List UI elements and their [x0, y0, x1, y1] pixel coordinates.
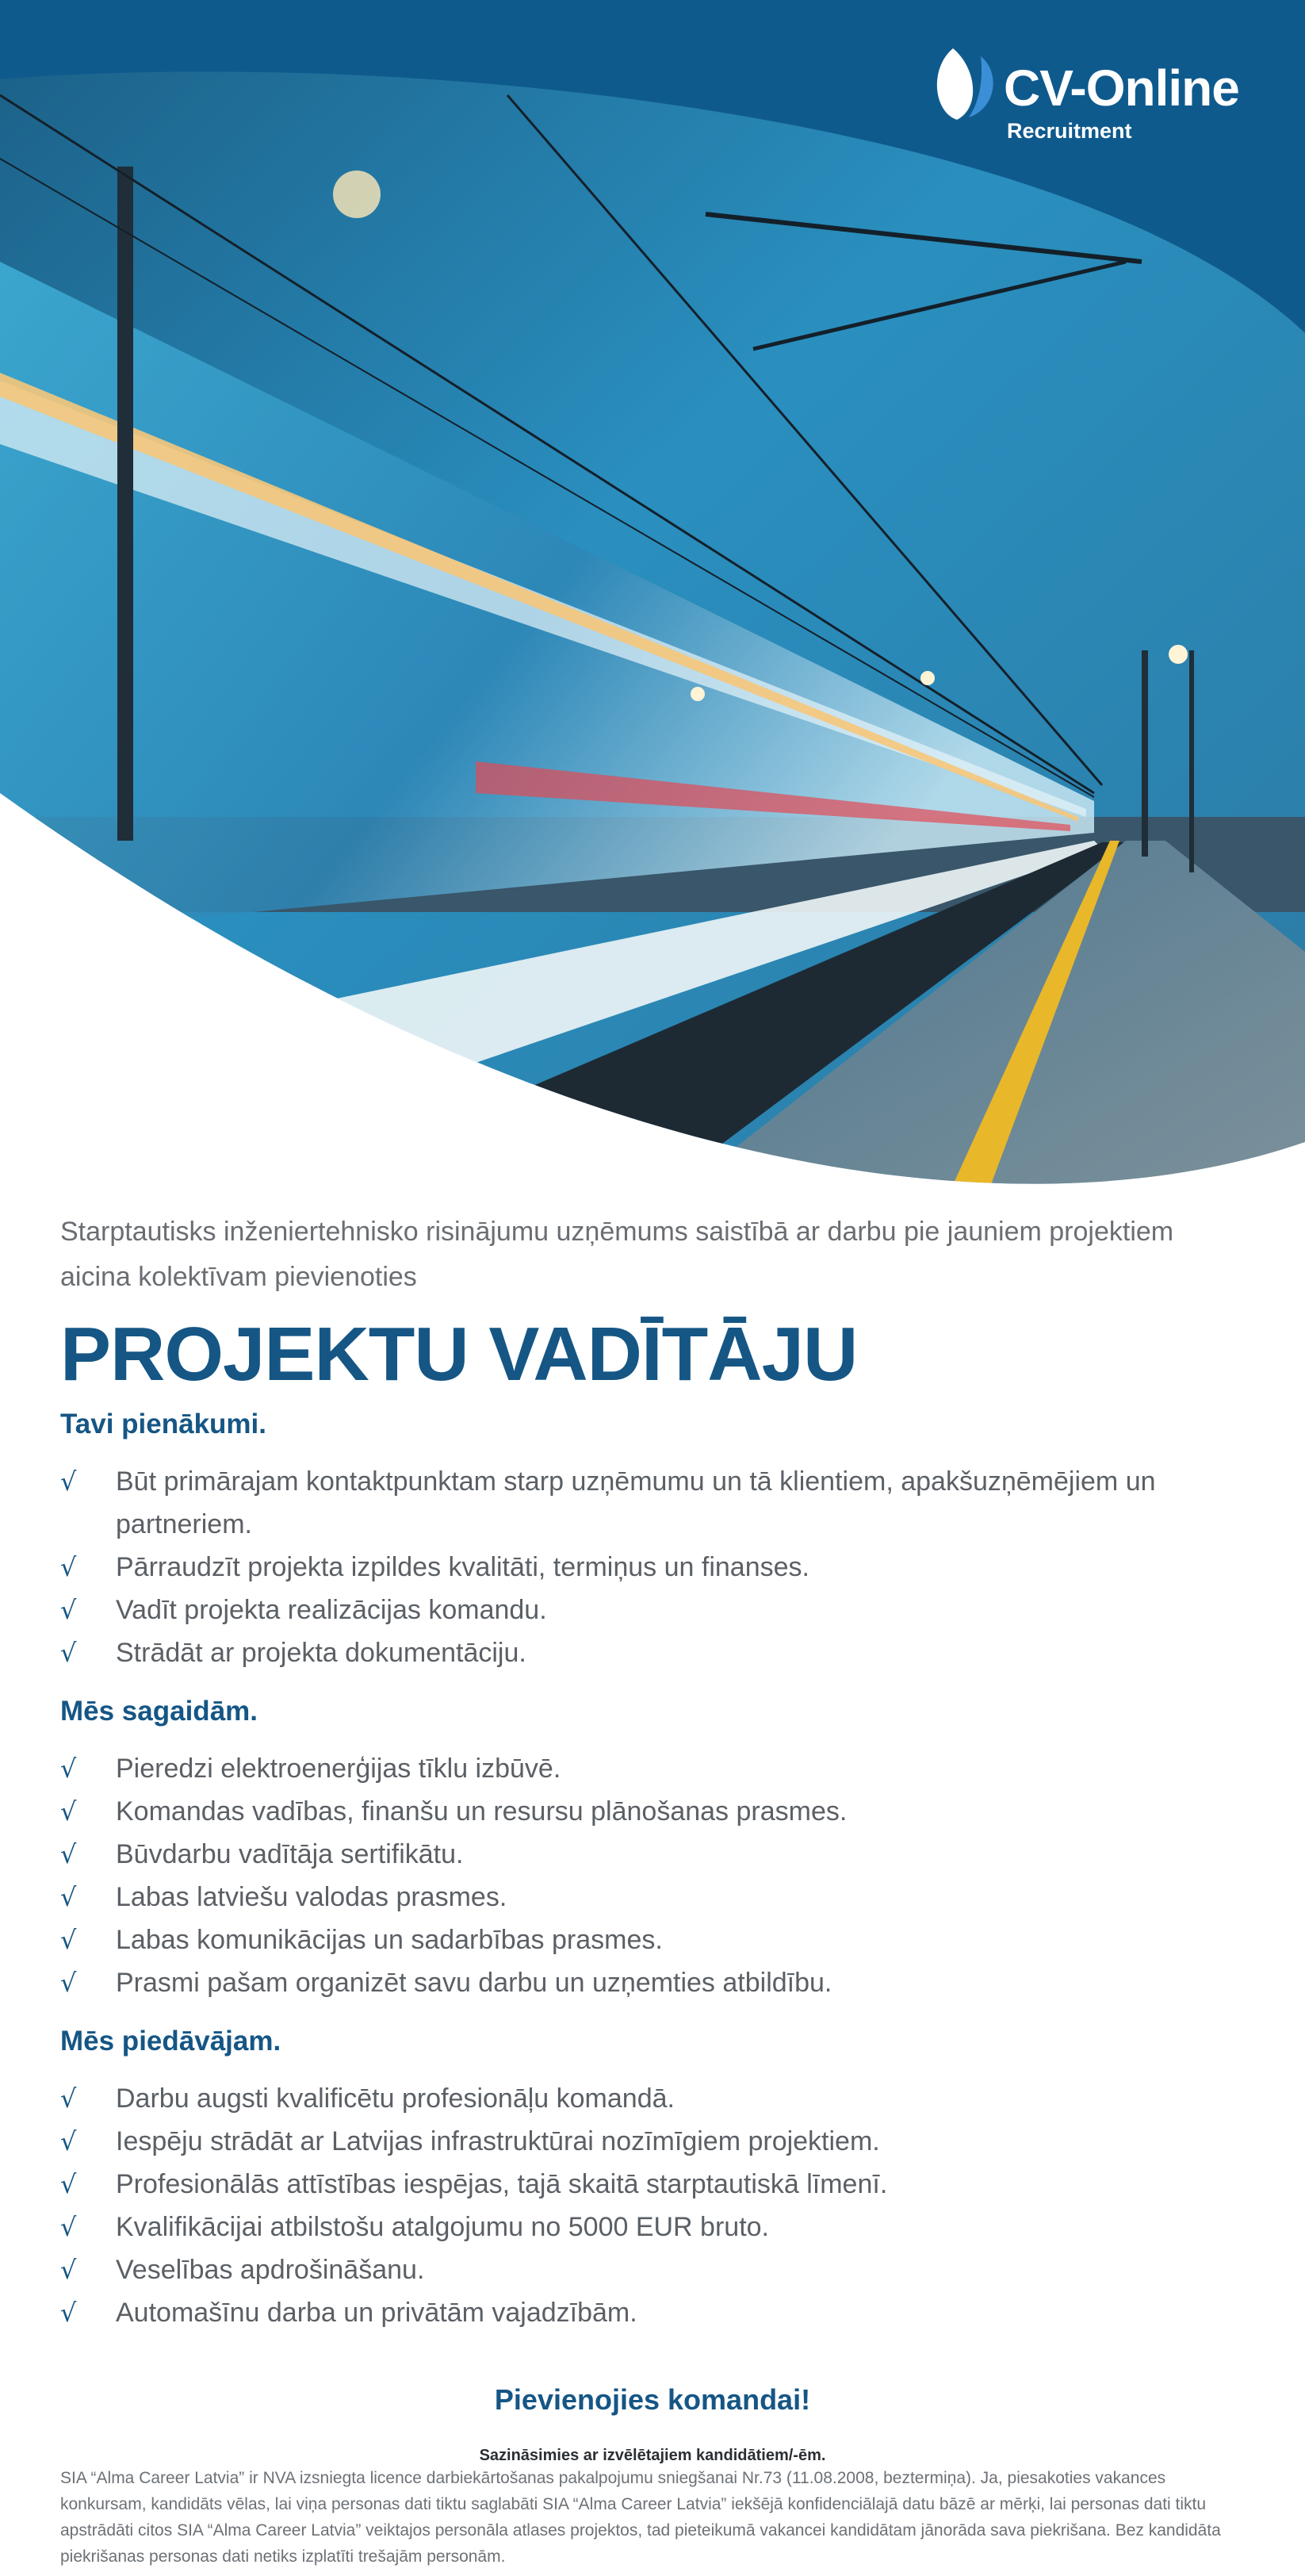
- intro-text: Starptautisks inženiertehnisko risinājumu uzņēmums saistībā ar darbu pie jauniem projektiem aicina kolektīvam pievienoties: [60, 1217, 1174, 1292]
- list-item: √ Profesionālās attīstības iespējas, tajā skaitā starptautiskā līmenī.: [60, 2163, 1250, 2206]
- check-icon: √: [60, 2126, 77, 2156]
- list-item: √ Strādāt ar projekta dokumentāciju.: [60, 1631, 1250, 1674]
- list-item: √ Būvdarbu vadītāja sertifikātu.: [60, 1833, 1250, 1876]
- list-item: √ Kvalifikācijai atbilstošu atalgojumu no 5000 EUR bruto.: [60, 2206, 1250, 2248]
- job-ad-content: [60, 1209, 1250, 2334]
- check-icon: √: [60, 2212, 77, 2242]
- list-item: √ Darbu augsti kvalificētu profesionāļu komandā.: [60, 2077, 1250, 2120]
- train-platform-photo: [0, 0, 1305, 1206]
- check-icon: √: [60, 2255, 77, 2285]
- fine-print-body: SIA “Alma Career Latvia” ir NVA izsniegta licence darbiekārtošanas pakalpojumu sniegšanai Nr.73 (11.08.2008, beztermiņa). Ja, piesakoties vakances konkursam, kandidāts vēlas, lai viņa personas dati tiktu saglabāti SIA “Alma Career Latvia” iekšējā konfidenciālajā datu bāzē ar mērķi, lai personas dati tiktu apstrādāti citos SIA “Alma Career Latvia” veiktajos personāla atlases projektos, tad pieteikumā vakancei kandidātam jānorāda sava piekrišana. Bez kandidāta piekrišanas personas dati netiks izplatīti trešajām personām.: [60, 2469, 1221, 2566]
- check-icon: √: [60, 1839, 77, 1869]
- list-item: √ Komandas vadības, finanšu un resursu plānošanas prasmes.: [60, 1790, 1250, 1833]
- brand-name: CV-Online: [1004, 59, 1239, 117]
- check-icon: √: [60, 1638, 77, 1668]
- check-icon: √: [60, 1466, 77, 1497]
- list-item: √ Prasmi pašam organizēt savu darbu un uzņemties atbildību.: [60, 1961, 1250, 2004]
- list-item: √ Veselības apdrošināšanu.: [60, 2248, 1250, 2291]
- list-item: √ Pārraudzīt projekta izpildes kvalitāti, termiņus un finanses.: [60, 1546, 1250, 1589]
- logo-petal-icon: [921, 44, 1008, 124]
- list-item: √ Vadīt projekta realizācijas komandu.: [60, 1589, 1250, 1631]
- job-title: PROJEKTU VADĪTĀJU: [60, 1312, 858, 1397]
- check-icon: √: [60, 2169, 77, 2199]
- check-icon: √: [60, 1796, 77, 1827]
- requirements-list: [60, 1747, 1250, 2004]
- fine-print-heading: Sazināsimies ar izvēlētajiem kandidātiem/-ēm.: [479, 2447, 826, 2464]
- hero-banner: [0, 0, 1305, 1206]
- check-icon: √: [60, 1968, 77, 1998]
- offer-list: [60, 2077, 1250, 2334]
- duties-list: [60, 1460, 1250, 1674]
- cv-online-logo[interactable]: [921, 41, 1254, 152]
- list-item: √ Pieredzi elektroenerģijas tīklu izbūvē.: [60, 1747, 1250, 1790]
- section-title-requirements: Mēs sagaidām.: [60, 1696, 258, 1727]
- check-icon: √: [60, 2083, 77, 2114]
- brand-subtitle: Recruitment: [1007, 119, 1132, 143]
- check-icon: √: [60, 1595, 77, 1625]
- section-title-offer: Mēs piedāvājam.: [60, 2026, 281, 2057]
- join-team-cta[interactable]: Pievienojies komandai!: [494, 2383, 811, 2416]
- list-item: √ Labas latviešu valodas prasmes.: [60, 1876, 1250, 1919]
- check-icon: √: [60, 1925, 77, 1955]
- list-item: √ Labas komunikācijas un sadarbības prasmes.: [60, 1919, 1250, 1961]
- check-icon: √: [60, 1552, 77, 1582]
- section-title-duties: Tavi pienākumi.: [60, 1409, 266, 1439]
- check-icon: √: [60, 1754, 77, 1784]
- list-item: √ Automašīnu darba un privātām vajadzībām.: [60, 2291, 1250, 2334]
- list-item: √ Iespēju strādāt ar Latvijas infrastruktūrai nozīmīgiem projektiem.: [60, 2120, 1250, 2163]
- list-item: √ Būt primārajam kontaktpunktam starp uzņēmumu un tā klientiem, apakšuzņēmējiem un partneriem.: [60, 1460, 1250, 1546]
- check-icon: √: [60, 1882, 77, 1912]
- check-icon: √: [60, 2298, 77, 2328]
